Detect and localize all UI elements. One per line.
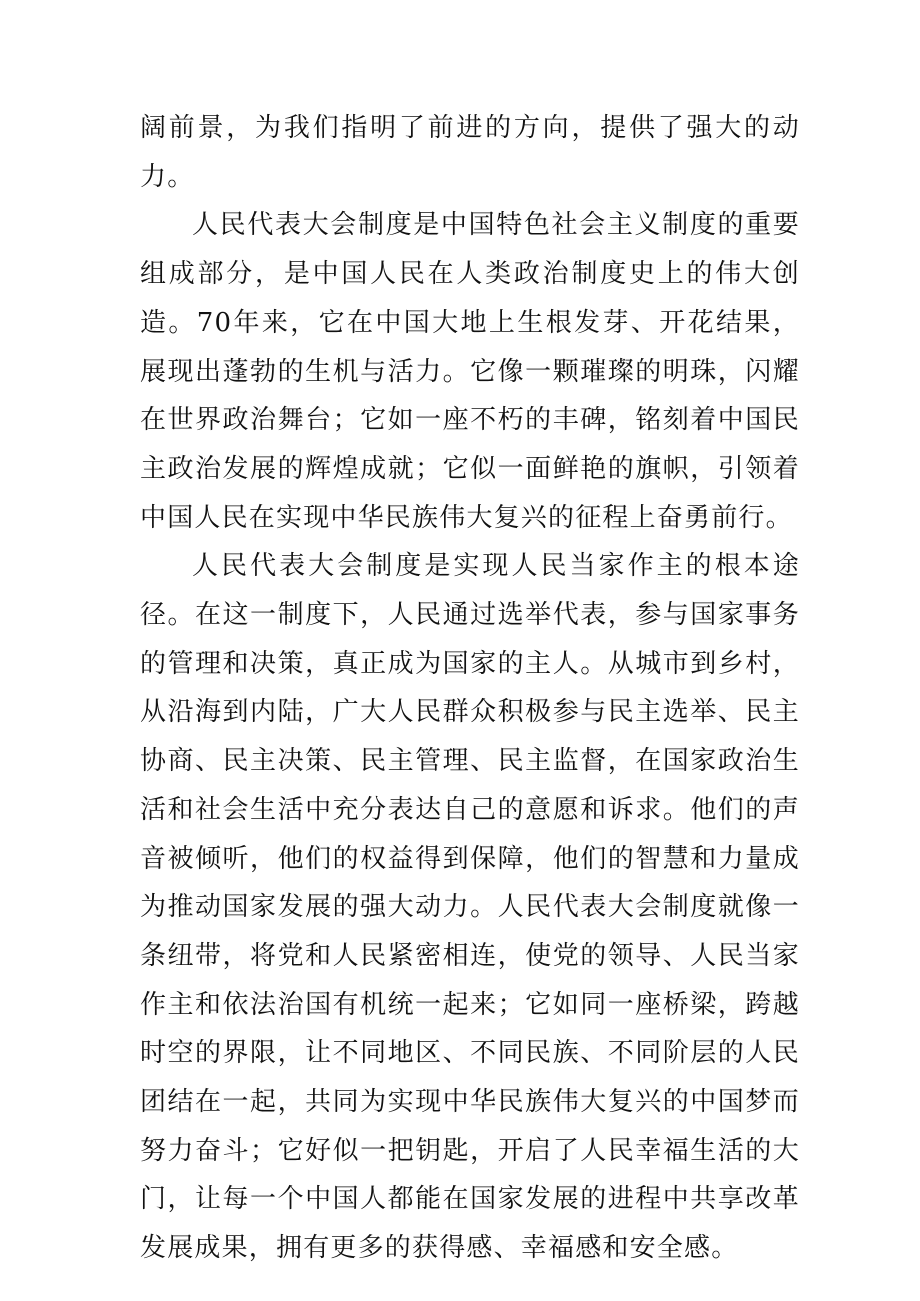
paragraph-continuation: 阔前景，为我们指明了前进的方向，提供了强大的动力。 [140,113,800,192]
paragraph-system-overview: 人民代表大会制度是中国特色社会主义制度的重要组成部分，是中国人民在人类政治制度史上的伟大创造。70年来，它在中国大地上生根发芽、开花结果，展现出蓬勃的生机与活力。它像一颗璀璨的明珠，闪耀在世界政治舞台；它如一座不朽的丰碑，铭刻着中国民主政治发展的辉煌成就；它似一面鲜艳的旗帜，引领着中国人民在实现中华民族伟大复兴的征程上奋勇前行。 [140,210,800,533]
paragraph-people-as-masters: 人民代表大会制度是实现人民当家作主的根本途径。在这一制度下，人民通过选举代表，参与国家事务的管理和决策，真正成为国家的主人。从城市到乡村，从沿海到内陆，广大人民群众积极参与民主选举、民主协商、民主决策、民主管理、民主监督，在国家政治生活和社会生活中充分表达自己的意愿和诉求。他们的声音被倾听，他们的权益得到保障，他们的智慧和力量成为推动国家发展的强大动力。人民代表大会制度就像一条纽带，将党和人民紧密相连，使党的领导、人民当家作主和依法治国有机统一起来；它如同一座桥梁，跨越时空的界限，让不同地区、不同民族、不同阶层的人民团结在一起，共同为实现中华民族伟大复兴的中国梦而努力奋斗；它好似一把钥匙，开启了人民幸福生活的大门，让每一个中国人都能在国家发展的进程中共享改革发展成果，拥有更多的获得感、幸福感和安全感。 [140,551,800,1264]
body-text [140,104,800,1273]
